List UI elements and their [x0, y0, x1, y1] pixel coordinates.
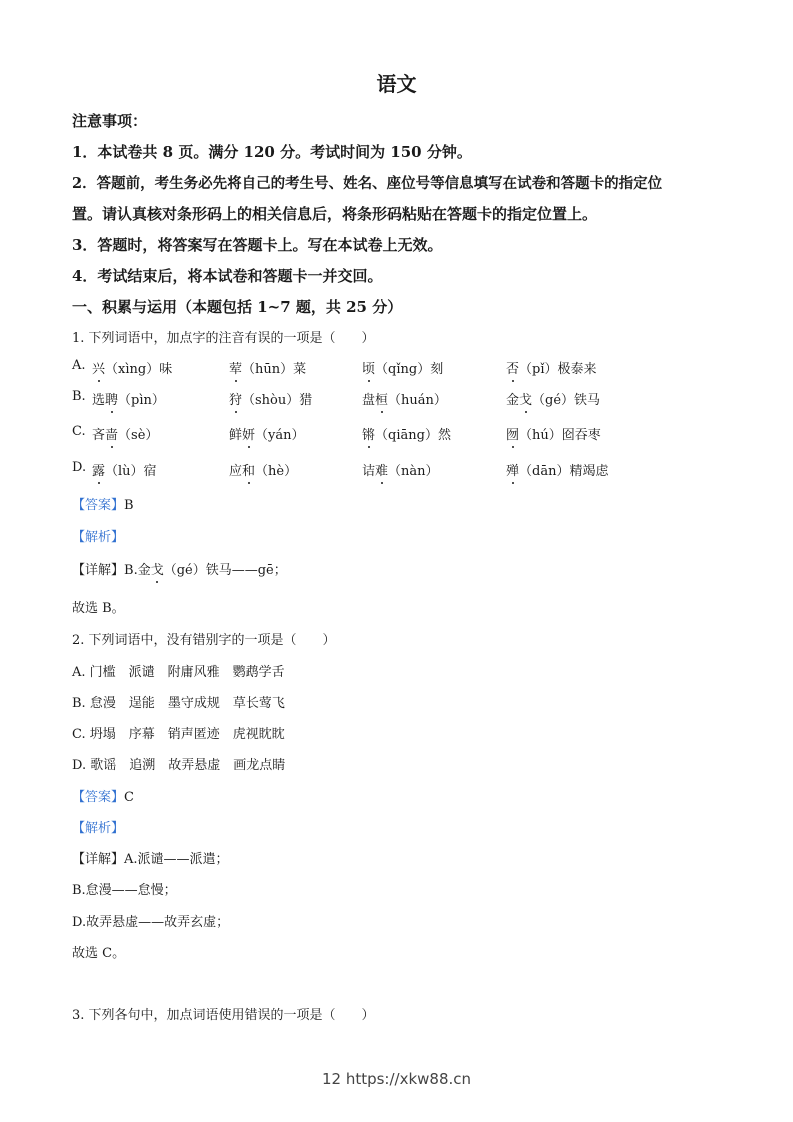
option-word [362, 389, 447, 408]
section-heading: 一、积累与运用（本题包括 1~7 题，共 25 分） [72, 298, 403, 316]
dotted-char: 顷 [362, 362, 376, 377]
question-2-detail-1 [72, 848, 229, 867]
option-word [92, 389, 165, 408]
dotted-char: 狩 [229, 393, 243, 408]
option-word [506, 424, 601, 443]
option-word [362, 358, 443, 377]
question-1-conclusion: 故选 B。 [72, 601, 125, 616]
option-word [229, 358, 306, 377]
notice-item-3: 3．答题时，将答案写在答题卡上。写在本试卷上无效。 [72, 236, 443, 254]
question-2-conclusion: 故选 C。 [72, 946, 126, 961]
detail-dotted-char: 戈 [150, 563, 164, 578]
option-word [92, 358, 172, 377]
dotted-char: 和 [242, 464, 256, 479]
pinyin-suffix: （qǐng）刻 [375, 362, 444, 377]
pinyin-suffix: （nàn） [388, 464, 439, 479]
page-title: 语文 [376, 72, 417, 96]
detail-tag: 【详解】 [72, 563, 125, 578]
word-prefix: 应 [229, 464, 243, 479]
option-word [506, 460, 608, 479]
option-word [506, 389, 600, 408]
word-prefix: 选 [92, 393, 106, 408]
dotted-char: 荤 [229, 362, 243, 377]
pinyin-suffix: （sè） [118, 428, 159, 443]
pinyin-suffix: （lù）宿 [105, 464, 157, 479]
word-prefix: 盘 [362, 393, 376, 408]
option-label: B. [72, 389, 86, 404]
dotted-char: 囫 [506, 428, 520, 443]
question-2-answer [72, 786, 134, 805]
pinyin-suffix: （shòu）猎 [242, 393, 313, 408]
detail-post: （gé）铁马——gē； [163, 563, 287, 578]
option-label: C. [72, 424, 86, 439]
notice-item-4: 4．考试结束后，将本试卷和答题卡一并交回。 [72, 267, 383, 285]
question-2-analysis-tag: 【解析】 [72, 821, 125, 836]
pinyin-suffix: （hè） [255, 464, 298, 479]
option-label: D. [72, 460, 87, 475]
question-3-stem: 3. 下列各句中，加点词语使用错误的一项是（ ） [72, 1008, 375, 1023]
dotted-char: 否 [506, 362, 520, 377]
pinyin-suffix: （hú）囵吞枣 [519, 428, 601, 443]
dotted-char: 桓 [375, 393, 389, 408]
question-2-option-b: B. 怠漫 逞能 墨守成规 草长莺飞 [72, 696, 285, 711]
dotted-char: 殚 [506, 464, 520, 479]
dotted-char: 妍 [242, 428, 256, 443]
answer-tag: 【答案】 [72, 790, 125, 805]
answer-value: C [124, 790, 134, 805]
detail-tag: 【详解】 [72, 852, 125, 867]
option-word [229, 424, 305, 443]
dotted-char: 露 [92, 464, 106, 479]
word-prefix: 吝 [92, 428, 106, 443]
question-2-detail-3: D.故弄悬虚——故弄玄虚； [72, 915, 230, 930]
pinyin-suffix: （xìng）味 [105, 362, 173, 377]
option-word [362, 460, 439, 479]
pinyin-suffix: （hūn）菜 [242, 362, 307, 377]
dotted-char: 啬 [105, 428, 119, 443]
pinyin-suffix: （gé）铁马 [532, 393, 601, 408]
pinyin-suffix: （dān）精竭虑 [519, 464, 609, 479]
pinyin-suffix: （pǐ）极泰来 [519, 362, 597, 377]
notice-item-2-line-1: 2．答题前，考生务必先将自己的考生号、姓名、座位号等信息填写在试卷和答题卡的指定位 [72, 175, 663, 192]
word-prefix: 鲜 [229, 428, 243, 443]
pinyin-suffix: （yán） [255, 428, 305, 443]
option-label: A. [72, 358, 86, 373]
question-2-detail-2: B.怠漫——怠慢； [72, 883, 177, 898]
question-2-option-d: D. 歌谣 追溯 故弄悬虚 画龙点睛 [72, 758, 286, 773]
answer-tag: 【答案】 [72, 498, 125, 513]
question-1-answer [72, 494, 134, 513]
notice-item-2-line-2: 置。请认真核对条形码上的相关信息后，将条形码粘贴在答题卡的指定位置上。 [72, 205, 598, 223]
pinyin-suffix: （qiāng）然 [375, 428, 451, 443]
detail-text: A.派谴——派遣； [124, 852, 229, 867]
option-word [92, 460, 157, 479]
question-1-stem: 1. 下列词语中，加点字的注音有误的一项是（ ） [72, 331, 375, 346]
word-prefix: 诘 [362, 464, 376, 479]
dotted-char: 锵 [362, 428, 376, 443]
pinyin-suffix: （huán） [388, 393, 447, 408]
question-2-option-a: A. 门槛 派谴 附庸风雅 鹦鹉学舌 [72, 665, 285, 680]
question-2-stem: 2. 下列词语中，没有错别字的一项是（ ） [72, 633, 336, 648]
word-prefix: 金 [506, 393, 520, 408]
question-1-detail [72, 559, 287, 578]
question-1-analysis-tag: 【解析】 [72, 530, 125, 545]
option-word [229, 389, 312, 408]
option-word [362, 424, 451, 443]
page-footer: 12 https://xkw88.cn [321, 1070, 472, 1088]
question-2-option-c: C. 坍塌 序幕 销声匿迹 虎视眈眈 [72, 727, 285, 742]
dotted-char: 难 [375, 464, 389, 479]
dotted-char: 聘 [105, 393, 119, 408]
pinyin-suffix: （pìn） [118, 393, 165, 408]
option-word [229, 460, 297, 479]
notice-item-1: 1．本试卷共 8 页。满分 120 分。考试时间为 150 分钟。 [72, 143, 472, 161]
option-word [506, 358, 597, 377]
dotted-char: 戈 [519, 393, 533, 408]
notice-heading: 注意事项： [72, 112, 148, 130]
detail-pre: B.金 [124, 563, 151, 578]
answer-value: B [124, 498, 134, 513]
dotted-char: 兴 [92, 362, 106, 377]
option-word [92, 424, 158, 443]
